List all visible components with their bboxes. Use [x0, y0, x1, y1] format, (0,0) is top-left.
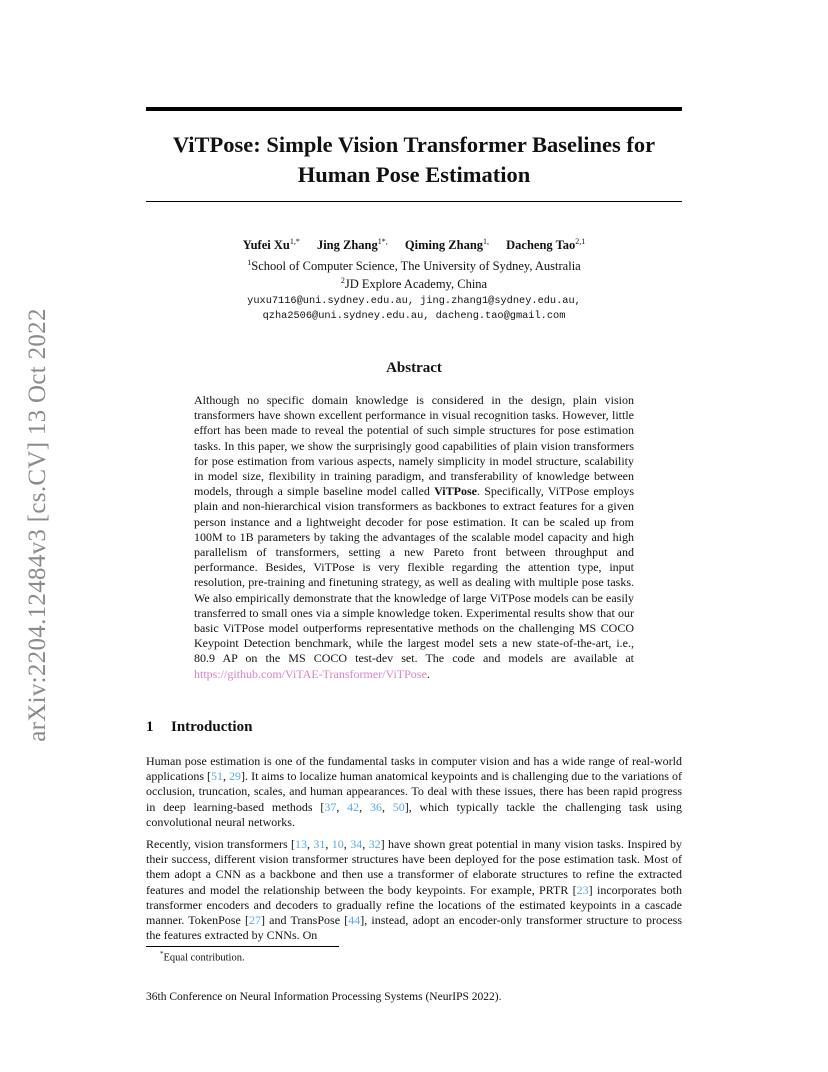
affiliation-mark: 1 [247, 258, 252, 267]
text: , [307, 837, 314, 851]
code-link[interactable]: https://github.com/ViTAE-Transformer/ViTPose [194, 666, 427, 681]
author-name: Qiming Zhang [404, 238, 484, 253]
citation-link[interactable]: 37 [324, 799, 337, 814]
author-affiliation-mark: 2,1 [575, 237, 586, 246]
footnote-mark: * [160, 950, 164, 958]
citation-link[interactable]: 36 [369, 799, 382, 814]
text: ], instead, adopt an encoder-only transformer structure to process the features extracted by CNNs. On [146, 913, 683, 943]
title-top-rule [146, 107, 682, 111]
text: Recently, vision transformers [ [146, 837, 296, 851]
intro-paragraph-2 [146, 837, 682, 943]
author-affiliation-mark: 1*, [377, 237, 388, 246]
affiliation-1 [146, 258, 682, 274]
citation-link[interactable]: 31 [313, 837, 326, 851]
abstract-heading: Abstract [386, 360, 442, 376]
author-name: Jing Zhang [316, 238, 378, 253]
citation-link[interactable]: 13 [295, 837, 308, 851]
author-name: Yufei Xu [242, 238, 290, 253]
citation-link[interactable]: 34 [350, 837, 363, 851]
abstract-text: . Specifically, ViTPose employs plain and non-hierarchical vision transformers as backbones to extract features for a given person instance and a lightweight decoder for pose estimation. It can be scaled up from 100M to 1B parameters by taking the advantages of the scalable model capacity and high parallelism of transformers, setting a new Pareto front between throughput and performance. Besides, ViTPose is very flexible regarding the attention type, input resolution, pre-training and finetuning strategy, as well as dealing with multiple pose tasks. We also empirically demonstrate that the knowledge of large ViTPose models can be easily transferred to small ones via a simple knowledge token. Experimental results show that our basic ViTPose model outperforms representative methods on the challenging MS COCO Keypoint Detection benchmark, while the largest model sets a new state-of-the-art, i.e., 80.9 AP on the MS COCO test-dev set. The code and models are available at [194, 484, 634, 666]
email-line-2: qzha2506@uni.sydney.edu.au, dacheng.tao@gmail.com [262, 310, 566, 322]
text: , [362, 837, 369, 851]
title-line-2: Human Pose Estimation [297, 162, 531, 187]
affiliation-text: JD Explore Academy, China [344, 277, 488, 292]
section-number: 1 [146, 719, 154, 735]
citation-link[interactable]: 27 [248, 913, 261, 928]
citation-link[interactable]: 29 [229, 769, 242, 784]
footnote-text: Equal contribution. [163, 952, 245, 964]
author-name: Dacheng Tao [506, 238, 576, 253]
abstract-text: Although no specific domain knowledge is considered in the design, plain vision transformers have shown excellent performance in visual recognition tasks. However, little effort has been made to reveal the potential of such simple structures for pose estimation tasks. In this paper, we show the surprisingly good capabilities of plain vision transformers for pose estimation from various aspects, namely simplicity in model structure, scalability in model size, flexibility in training paradigm, and transferability of knowledge between models, through a simple baseline model called [194, 393, 634, 499]
citation-link[interactable]: 23 [576, 882, 589, 897]
text: , [325, 837, 332, 851]
text: , [381, 799, 393, 814]
conference-footer: 36th Conference on Neural Information Processing Systems (NeurIPS 2022). [146, 991, 502, 1003]
abstract-text: . [426, 666, 430, 681]
text: ] have shown great potential in many vision tasks. Inspired by their success, different vision transformer structures have been deployed for the pose estimation task. Most of them adopt a CNN as a backbone and then use a transformer of elaborate structures to refine the extracted features and model the relationship between the body keypoints. For example, PRTR [ [146, 837, 683, 897]
affiliation-text: School of Computer Science, The University of Sydney, Australia [251, 259, 581, 274]
citation-link[interactable]: 50 [392, 799, 405, 814]
abstract-body [194, 393, 634, 682]
citation-link[interactable]: 42 [347, 799, 360, 814]
title-bottom-rule [146, 201, 682, 202]
text: Human pose estimation is one of the fundamental tasks in computer vision and has a wide range of real-world applications [ [146, 754, 682, 784]
section-heading [146, 719, 252, 736]
text: ] and TransPose [ [260, 913, 349, 928]
text: ] incorporates both transformer encoders and decoders to gradually refine the locations of the estimated keypoints in a cascade manner. TokenPose [ [146, 882, 683, 928]
affiliation-mark: 2 [340, 276, 345, 285]
citation-link[interactable]: 44 [348, 913, 361, 928]
email-line-1: yuxu7116@uni.sydney.edu.au, jing.zhang1@sydney.edu.au, [247, 295, 581, 307]
author-list [146, 237, 682, 253]
affiliation-2 [146, 276, 682, 292]
model-name: ViTPose [434, 484, 477, 499]
citation-link[interactable]: 32 [368, 837, 381, 851]
text: , [343, 837, 351, 851]
title-line-1: ViTPose: Simple Vision Transformer Baselines for [172, 132, 656, 157]
text: , [359, 799, 370, 814]
intro-paragraph-1 [146, 754, 682, 830]
footnote-rule [146, 946, 339, 947]
text: , [336, 799, 348, 814]
citation-link[interactable]: 51 [211, 769, 224, 784]
section-title: Introduction [171, 719, 253, 735]
text: ]. It aims to localize human anatomical keypoints and is challenging due to the variations of occlusion, truncation, scales, and human appearances. To deal with these issues, there has been rapid progress in deep learning-based methods [ [146, 769, 683, 814]
author-affiliation-mark: 1, [483, 237, 490, 246]
author-affiliation-mark: 1,* [289, 237, 300, 246]
citation-link[interactable]: 10 [331, 837, 344, 851]
arxiv-identifier: arXiv:2204.12484v3 [cs.CV] 13 Oct 2022 [24, 308, 51, 742]
text: , [223, 769, 230, 784]
paper-title [146, 130, 682, 190]
text: ], which typically tackle the challenging task using convolutional neural networks. [146, 799, 683, 829]
footnote [160, 950, 245, 964]
